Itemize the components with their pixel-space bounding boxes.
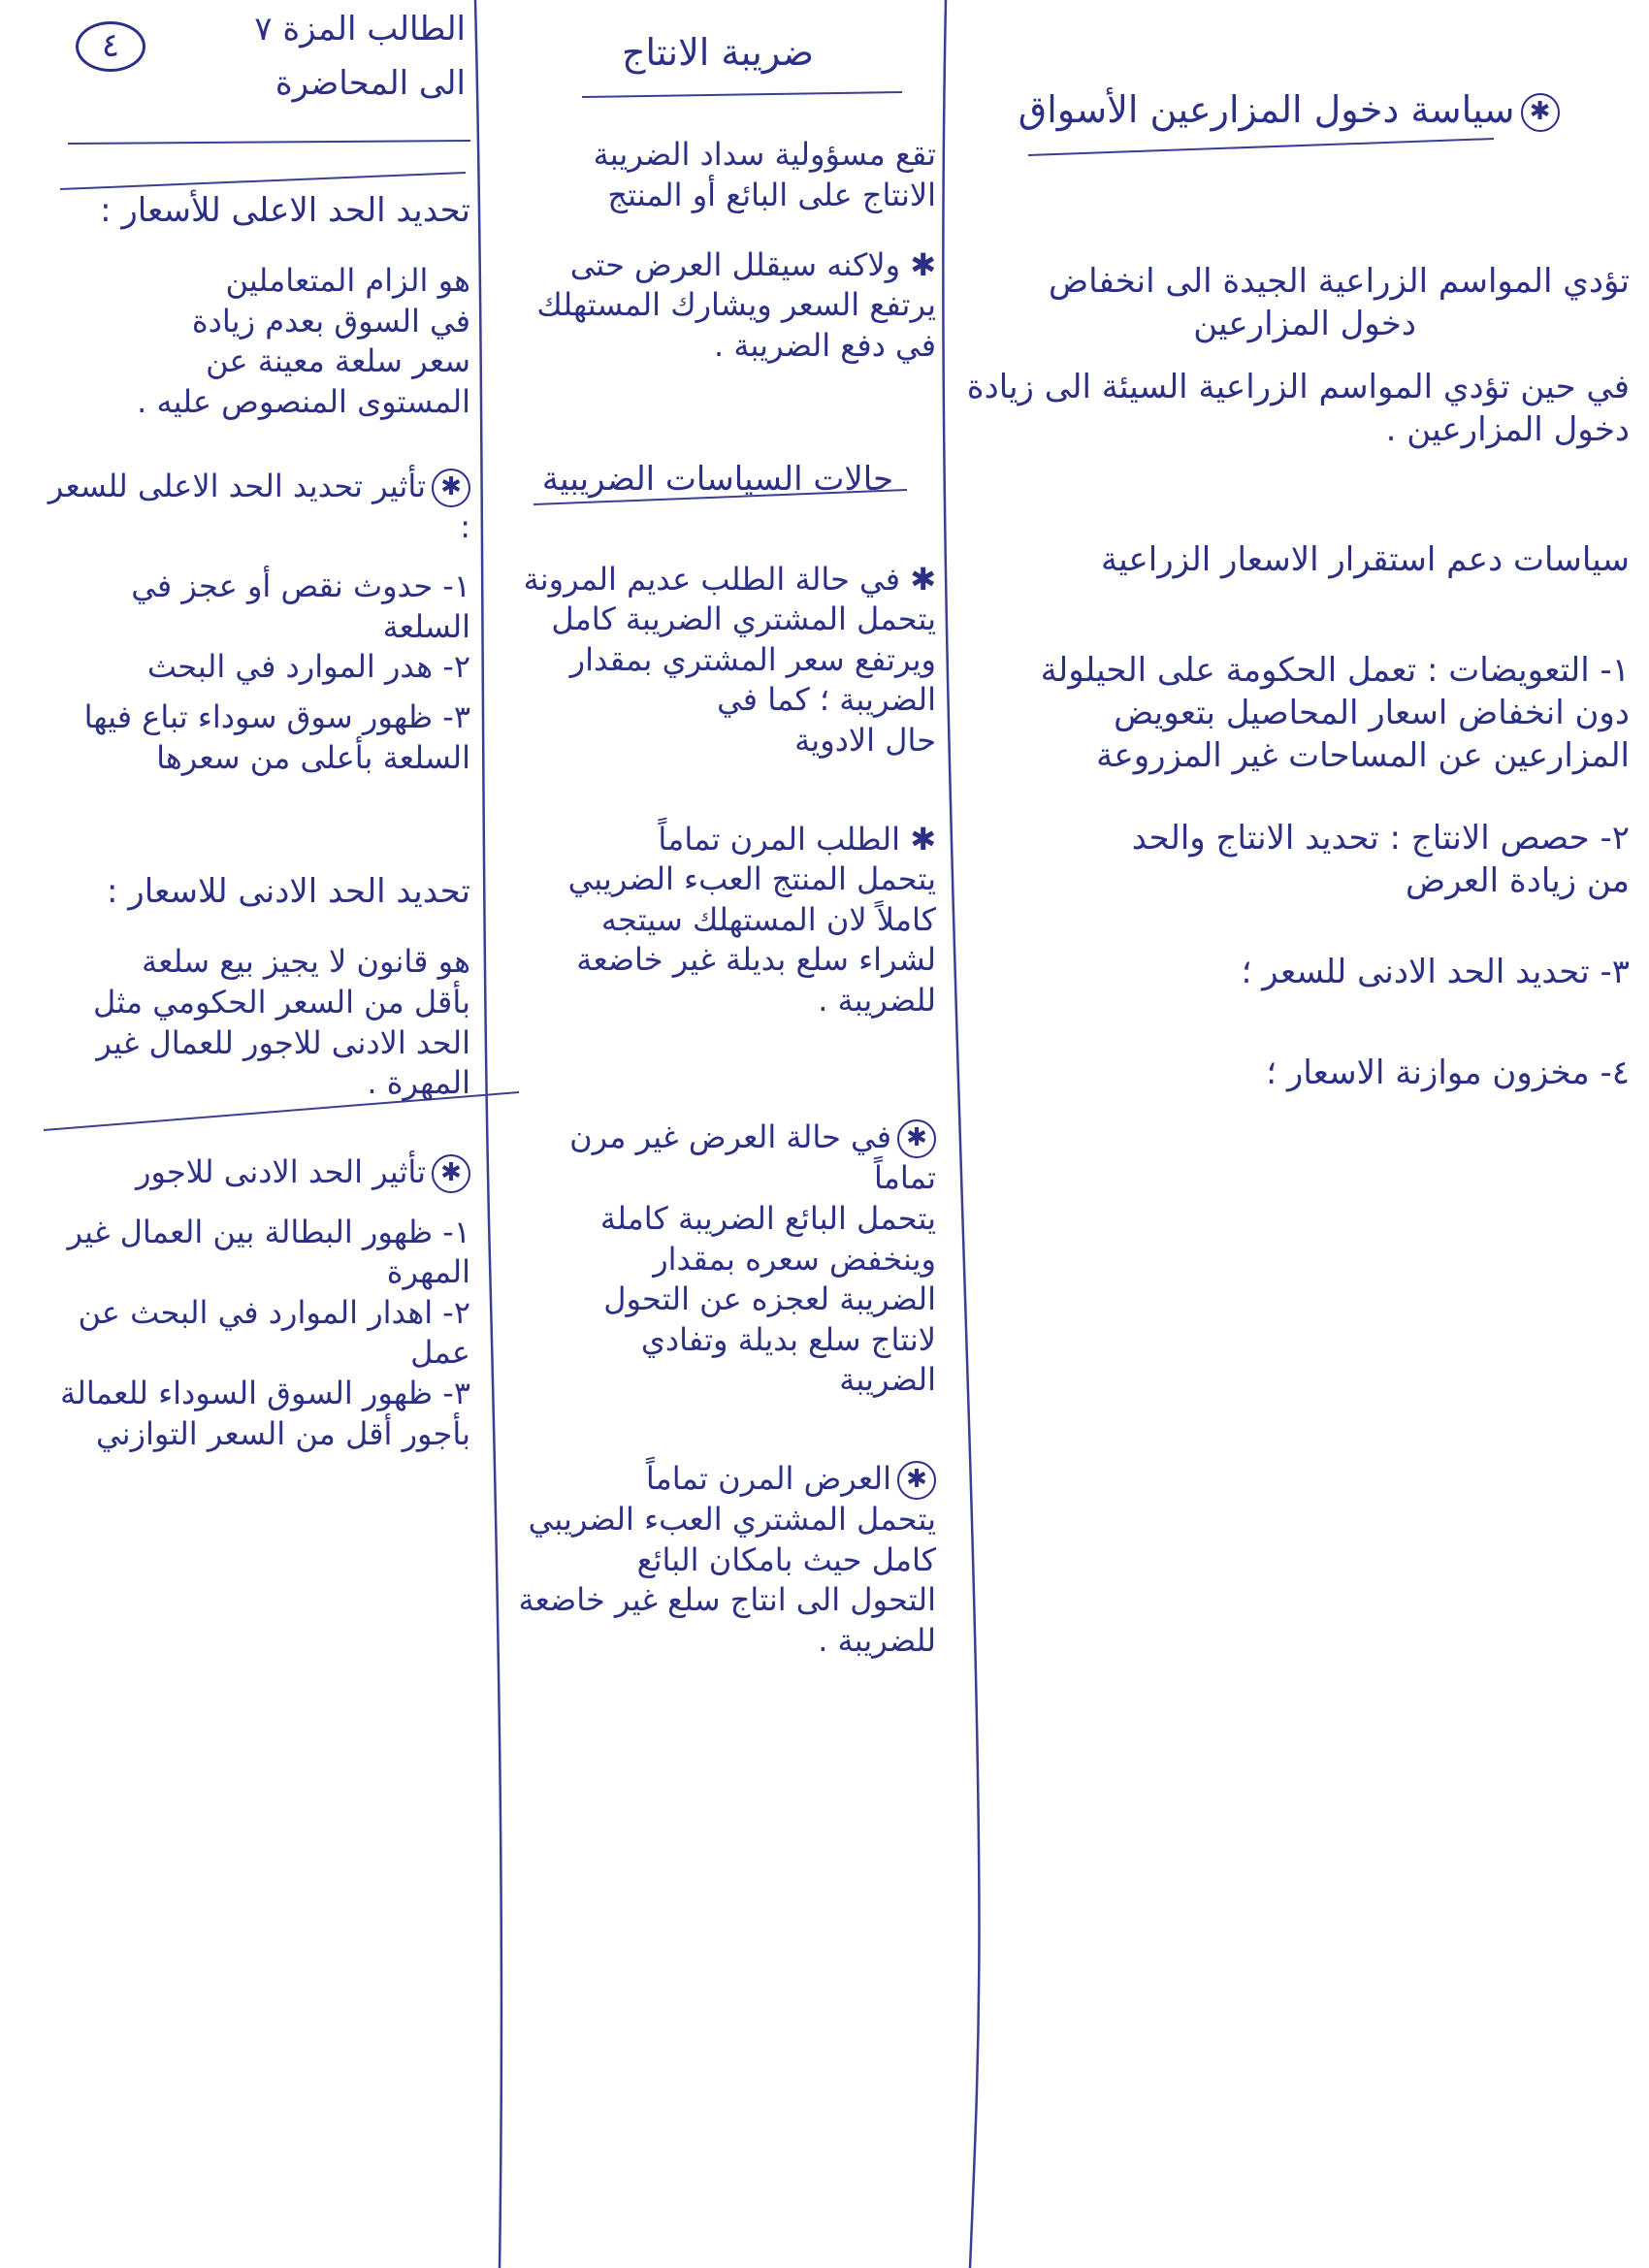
asterisk-icon: ✱ xyxy=(432,1154,470,1193)
case3-line: الضريبة لعجزه عن التحول xyxy=(603,1280,936,1318)
middle-star-line: يرتفع السعر ويشارك المستهلك xyxy=(536,286,936,324)
policy-item-1: المزارعين عن المساحات غير المزروعة xyxy=(1096,736,1630,776)
case2-heading: ✱ الطلب المرن تماماً xyxy=(658,820,936,858)
case1-line: حال الادوية xyxy=(794,721,936,759)
asterisk-icon: ✱ xyxy=(897,1119,936,1158)
case2-line: لشراء سلع بديلة غير خاضعة xyxy=(576,941,936,979)
case4-line: يتحمل المشتري العبء الضريبي xyxy=(528,1501,936,1539)
max-effect-heading: ✱تأثير تحديد الحد الاعلى للسعر : xyxy=(38,467,470,545)
policy-item-3: ٣- تحديد الحد الادنى للسعر ؛ xyxy=(1241,953,1630,992)
policy-item-4: ٤- مخزون موازنة الاسعار ؛ xyxy=(1266,1053,1630,1093)
policy-item-2: ٢- حصص الانتاج : تحديد الانتاج والحد xyxy=(1131,818,1630,858)
policy-item-2: من زيادة العرض xyxy=(1406,860,1630,900)
middle-star-line: في دفع الضريبة . xyxy=(714,326,936,364)
middle-intro-line: الانتاج على البائع أو المنتج xyxy=(607,176,936,213)
page-number: ٤ xyxy=(76,21,146,72)
middle-star-line: ✱ ولاكنه سيقلل العرض حتى xyxy=(569,245,936,283)
case1-heading: ✱ في حالة الطلب عديم المرونة xyxy=(523,560,936,598)
right-line: دخول المزارعين xyxy=(1193,305,1416,344)
asterisk-icon: ✱ xyxy=(900,245,936,283)
middle-column-title: ضريبة الانتاج xyxy=(621,31,815,74)
rule-top-note-2 xyxy=(60,173,466,189)
min-price-line: هو قانون لا يجيز بيع سلعة xyxy=(142,943,470,981)
min-effect-item: ١- ظهور البطالة بين العمال غير المهرة xyxy=(57,1213,470,1291)
top-note-line1: الطالب المزة ٧ xyxy=(254,10,466,49)
case3-line: يتحمل البائع الضريبة كاملة xyxy=(599,1200,936,1238)
policies-heading: سياسات دعم استقرار الاسعار الزراعية xyxy=(1101,539,1630,579)
max-effect-item: ١- حدوث نقص أو عجز في السلعة xyxy=(121,567,470,645)
case3-heading: ✱في حالة العرض غير مرن تماماً xyxy=(559,1118,936,1197)
min-effect-item: ٢- اهدار الموارد في البحث عن عمل xyxy=(68,1293,470,1372)
max-price-line: سعر سلعة معينة عن xyxy=(206,342,470,380)
max-effect-item: ٢- هدر الموارد في البحث xyxy=(146,648,470,686)
policy-item-1: دون انخفاض اسعار المحاصيل بتعويض xyxy=(1114,694,1630,733)
asterisk-icon: ✱ xyxy=(900,560,936,598)
min-price-line: بأقل من السعر الحكومي مثل xyxy=(93,983,470,1021)
case4-line: للضريبة . xyxy=(818,1621,936,1659)
rule-top-note xyxy=(68,141,470,144)
max-price-heading: تحديد الحد الاعلى للأسعار : xyxy=(100,191,470,230)
case2-line: للضريبة . xyxy=(818,981,936,1019)
middle-intro-line: تقع مسؤولية سداد الضريبة xyxy=(593,136,936,174)
left-column xyxy=(39,189,470,1454)
right-column-title xyxy=(960,39,1630,182)
divider-left-middle xyxy=(475,0,501,2268)
case4-heading: ✱العرض المرن تماماً xyxy=(500,1459,936,1500)
min-effect-item: ٣- ظهور السوق السوداء للعمالة بأجور أقل من السعر التوازني xyxy=(49,1375,470,1452)
max-price-line: في السوق بعدم زيادة xyxy=(191,302,470,340)
case1-line: ويرتفع سعر المشتري بمقدار xyxy=(569,640,936,678)
min-price-heading: تحديد الحد الادنى للاسعار : xyxy=(107,872,470,912)
top-note xyxy=(165,8,466,105)
right-title-text: سياسة دخول المزارعين الأسواق xyxy=(1018,88,1515,132)
right-line: دخول المزارعين . xyxy=(1385,409,1630,449)
policy-item-1: ١- التعويضات : تعمل الحكومة على الحيلولة xyxy=(1040,651,1630,691)
asterisk-icon: ✱ xyxy=(1521,93,1560,132)
min-effect-heading: ✱تأثير الحد الادنى للاجور xyxy=(39,1152,470,1193)
right-column xyxy=(960,39,1630,1094)
case3-line: وينخفض سعره بمقدار xyxy=(653,1240,936,1278)
top-note-line2: الى المحاضرة xyxy=(275,64,466,104)
middle-column xyxy=(500,29,936,1661)
asterisk-icon: ✱ xyxy=(897,1461,936,1500)
right-line: في حين تؤدي المواسم الزراعية السيئة الى زيادة xyxy=(966,367,1630,406)
case4-line: كامل حيث بامكان البائع xyxy=(636,1540,936,1578)
min-price-line: الحد الادنى للاجور للعمال غير xyxy=(96,1023,470,1061)
asterisk-icon: ✱ xyxy=(432,469,470,507)
max-price-line: المستوى المنصوص عليه . xyxy=(137,382,470,420)
case4-line: التحول الى انتاج سلع غير خاضعة xyxy=(518,1581,936,1619)
case3-line: الضريبة xyxy=(839,1361,936,1399)
asterisk-icon: ✱ xyxy=(900,820,936,858)
max-price-line: هو الزام المتعاملين xyxy=(225,262,470,300)
right-line: تؤدي المواسم الزراعية الجيدة الى انخفاض xyxy=(1049,262,1630,302)
case2-line: يتحمل المنتج العبء الضريبي xyxy=(567,860,936,898)
case2-line: كاملاً لان المستهلك سيتجه xyxy=(600,900,936,938)
cases-heading: حالات السياسات الضريبية xyxy=(541,460,894,500)
case3-line: لانتاج سلع بديلة وتفادي xyxy=(640,1320,936,1358)
max-effect-item: ٣- ظهور سوق سوداء تباع فيها السلعة بأعلى من سعرها xyxy=(74,697,470,776)
min-price-line: المهرة . xyxy=(367,1064,470,1102)
case1-line: الضريبة ؛ كما في xyxy=(717,681,936,719)
case1-line: يتحمل المشتري الضريبة كامل xyxy=(551,600,936,638)
